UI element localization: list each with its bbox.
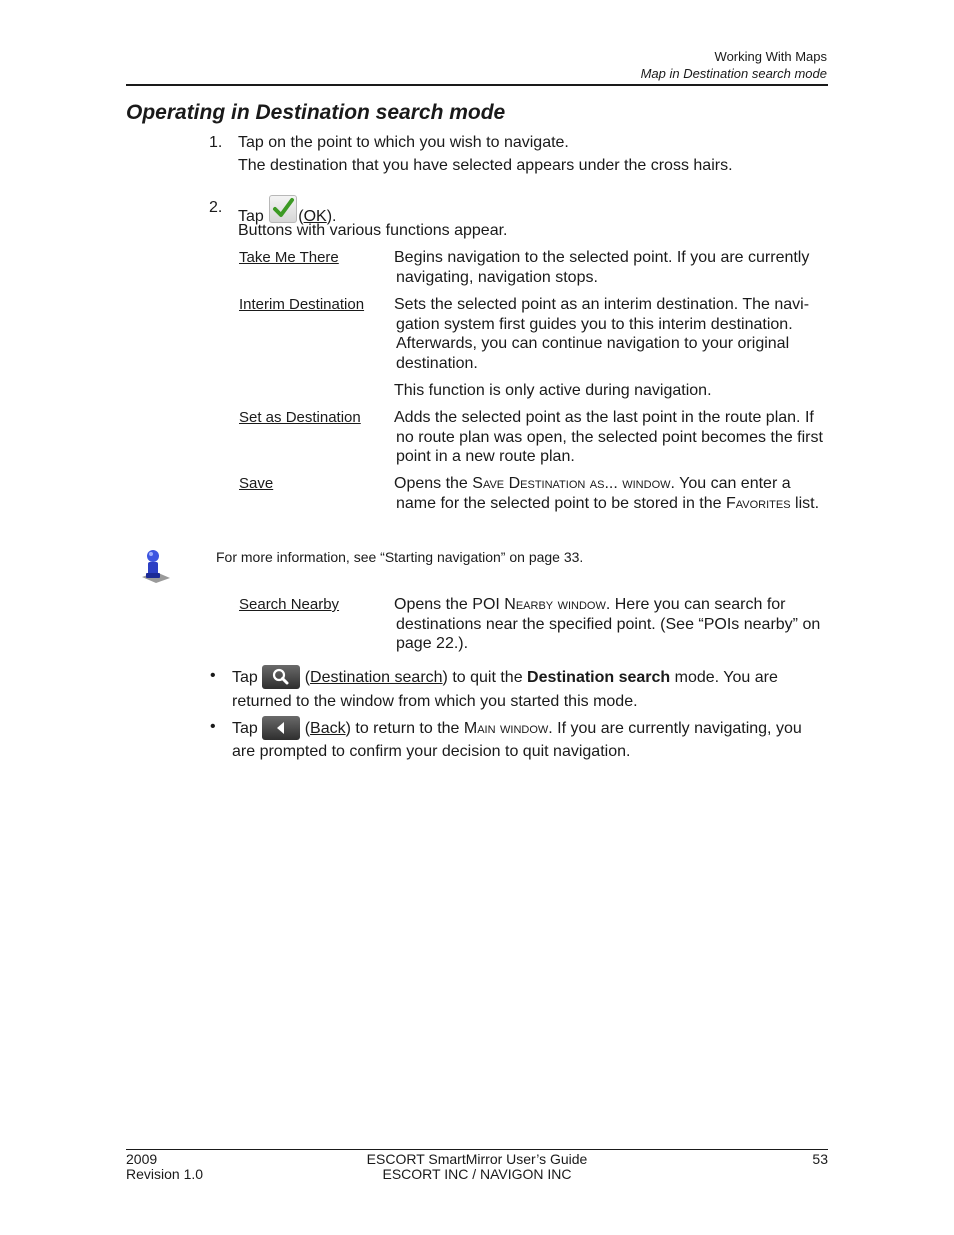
term-save[interactable]: Save — [239, 475, 274, 492]
footer-company: ESCORT INC / NAVIGON INC — [382, 1166, 572, 1182]
step-detail: Buttons with various functions appear. — [238, 222, 508, 239]
header-rule — [126, 84, 828, 86]
list-name: Favorites — [725, 495, 791, 512]
bullet-destination-search: Tap (Destination search) to quit the Destination search mode. You are returned to the window from which you started this mode. — [232, 666, 828, 713]
step-text: Tap (OK). — [238, 198, 336, 227]
search-magnifier-icon[interactable] — [262, 665, 300, 689]
desc-interim-destination: Sets the selected point as an interim destination. The navi-gation system first guides you to this interim destination. Afterwards, you can continue navigation to your original destination. — [394, 296, 810, 372]
tap-word: Tap — [238, 208, 264, 225]
desc-save: Opens the Save Destination as... window. You can enter a name for the selected point to be stored in the Favorites list. — [394, 475, 820, 512]
back-arrow-icon[interactable] — [262, 716, 300, 740]
term-search-nearby[interactable]: Search Nearby — [239, 596, 340, 613]
desc-set-as-destination: Adds the selected point as the last point in the route plan. If no route plan was open, the selected point becomes the first point in a new route plan. — [394, 409, 823, 466]
term-take-me-there[interactable]: Take Me There — [239, 249, 339, 266]
info-note: For more information, see “Starting navigation” on page 33. — [216, 549, 584, 565]
step-number: 1. — [209, 134, 223, 151]
desc-search-nearby: Opens the POI Nearby window. Here you can search for destinations near the specified point. (See “POIs nearby” on page 22.). — [394, 596, 821, 653]
step-number: 2. — [209, 199, 223, 216]
back-link[interactable]: Back — [310, 720, 346, 738]
bullet-marker: • — [210, 667, 216, 684]
info-figure-icon — [138, 547, 174, 585]
footer-rule — [126, 1149, 828, 1150]
desc-take-me-there: Begins navigation to the selected point. If you are currently navigating, navigation stops. — [394, 249, 810, 286]
bullet-back: Tap (Back) to return to the Main window. If you are currently navigating, you are prompted to confirm your decision to quit navigation. — [232, 717, 828, 763]
bullet-marker: • — [210, 718, 216, 735]
page-number: 53 — [812, 1151, 828, 1167]
step-detail: The destination that you have selected appears under the cross hairs. — [238, 157, 733, 174]
footer-year: 2009 — [126, 1151, 158, 1167]
step-text: Tap on the point to which you wish to navigate. — [238, 134, 569, 151]
header-section: Map in Destination search mode — [640, 66, 827, 81]
ok-checkmark-icon — [269, 195, 297, 223]
ok-link[interactable]: OK — [303, 208, 327, 225]
footer-revision: Revision 1.0 — [126, 1166, 204, 1182]
page-title: Operating in Destination search mode — [126, 101, 506, 124]
footer-guide-title: ESCORT SmartMirror User’s Guide — [366, 1151, 588, 1167]
destination-search-link[interactable]: Destination search — [310, 669, 443, 687]
window-name: Main window — [463, 720, 549, 738]
term-set-as-destination[interactable]: Set as Destination — [239, 409, 361, 426]
header-chapter: Working With Maps — [714, 49, 827, 64]
window-name: Nearby window — [504, 596, 606, 613]
note-interim-destination: This function is only active during navigation. — [394, 382, 712, 399]
term-interim-destination[interactable]: Interim Destination — [239, 296, 365, 313]
window-name: Save Destination as... window — [472, 475, 671, 492]
